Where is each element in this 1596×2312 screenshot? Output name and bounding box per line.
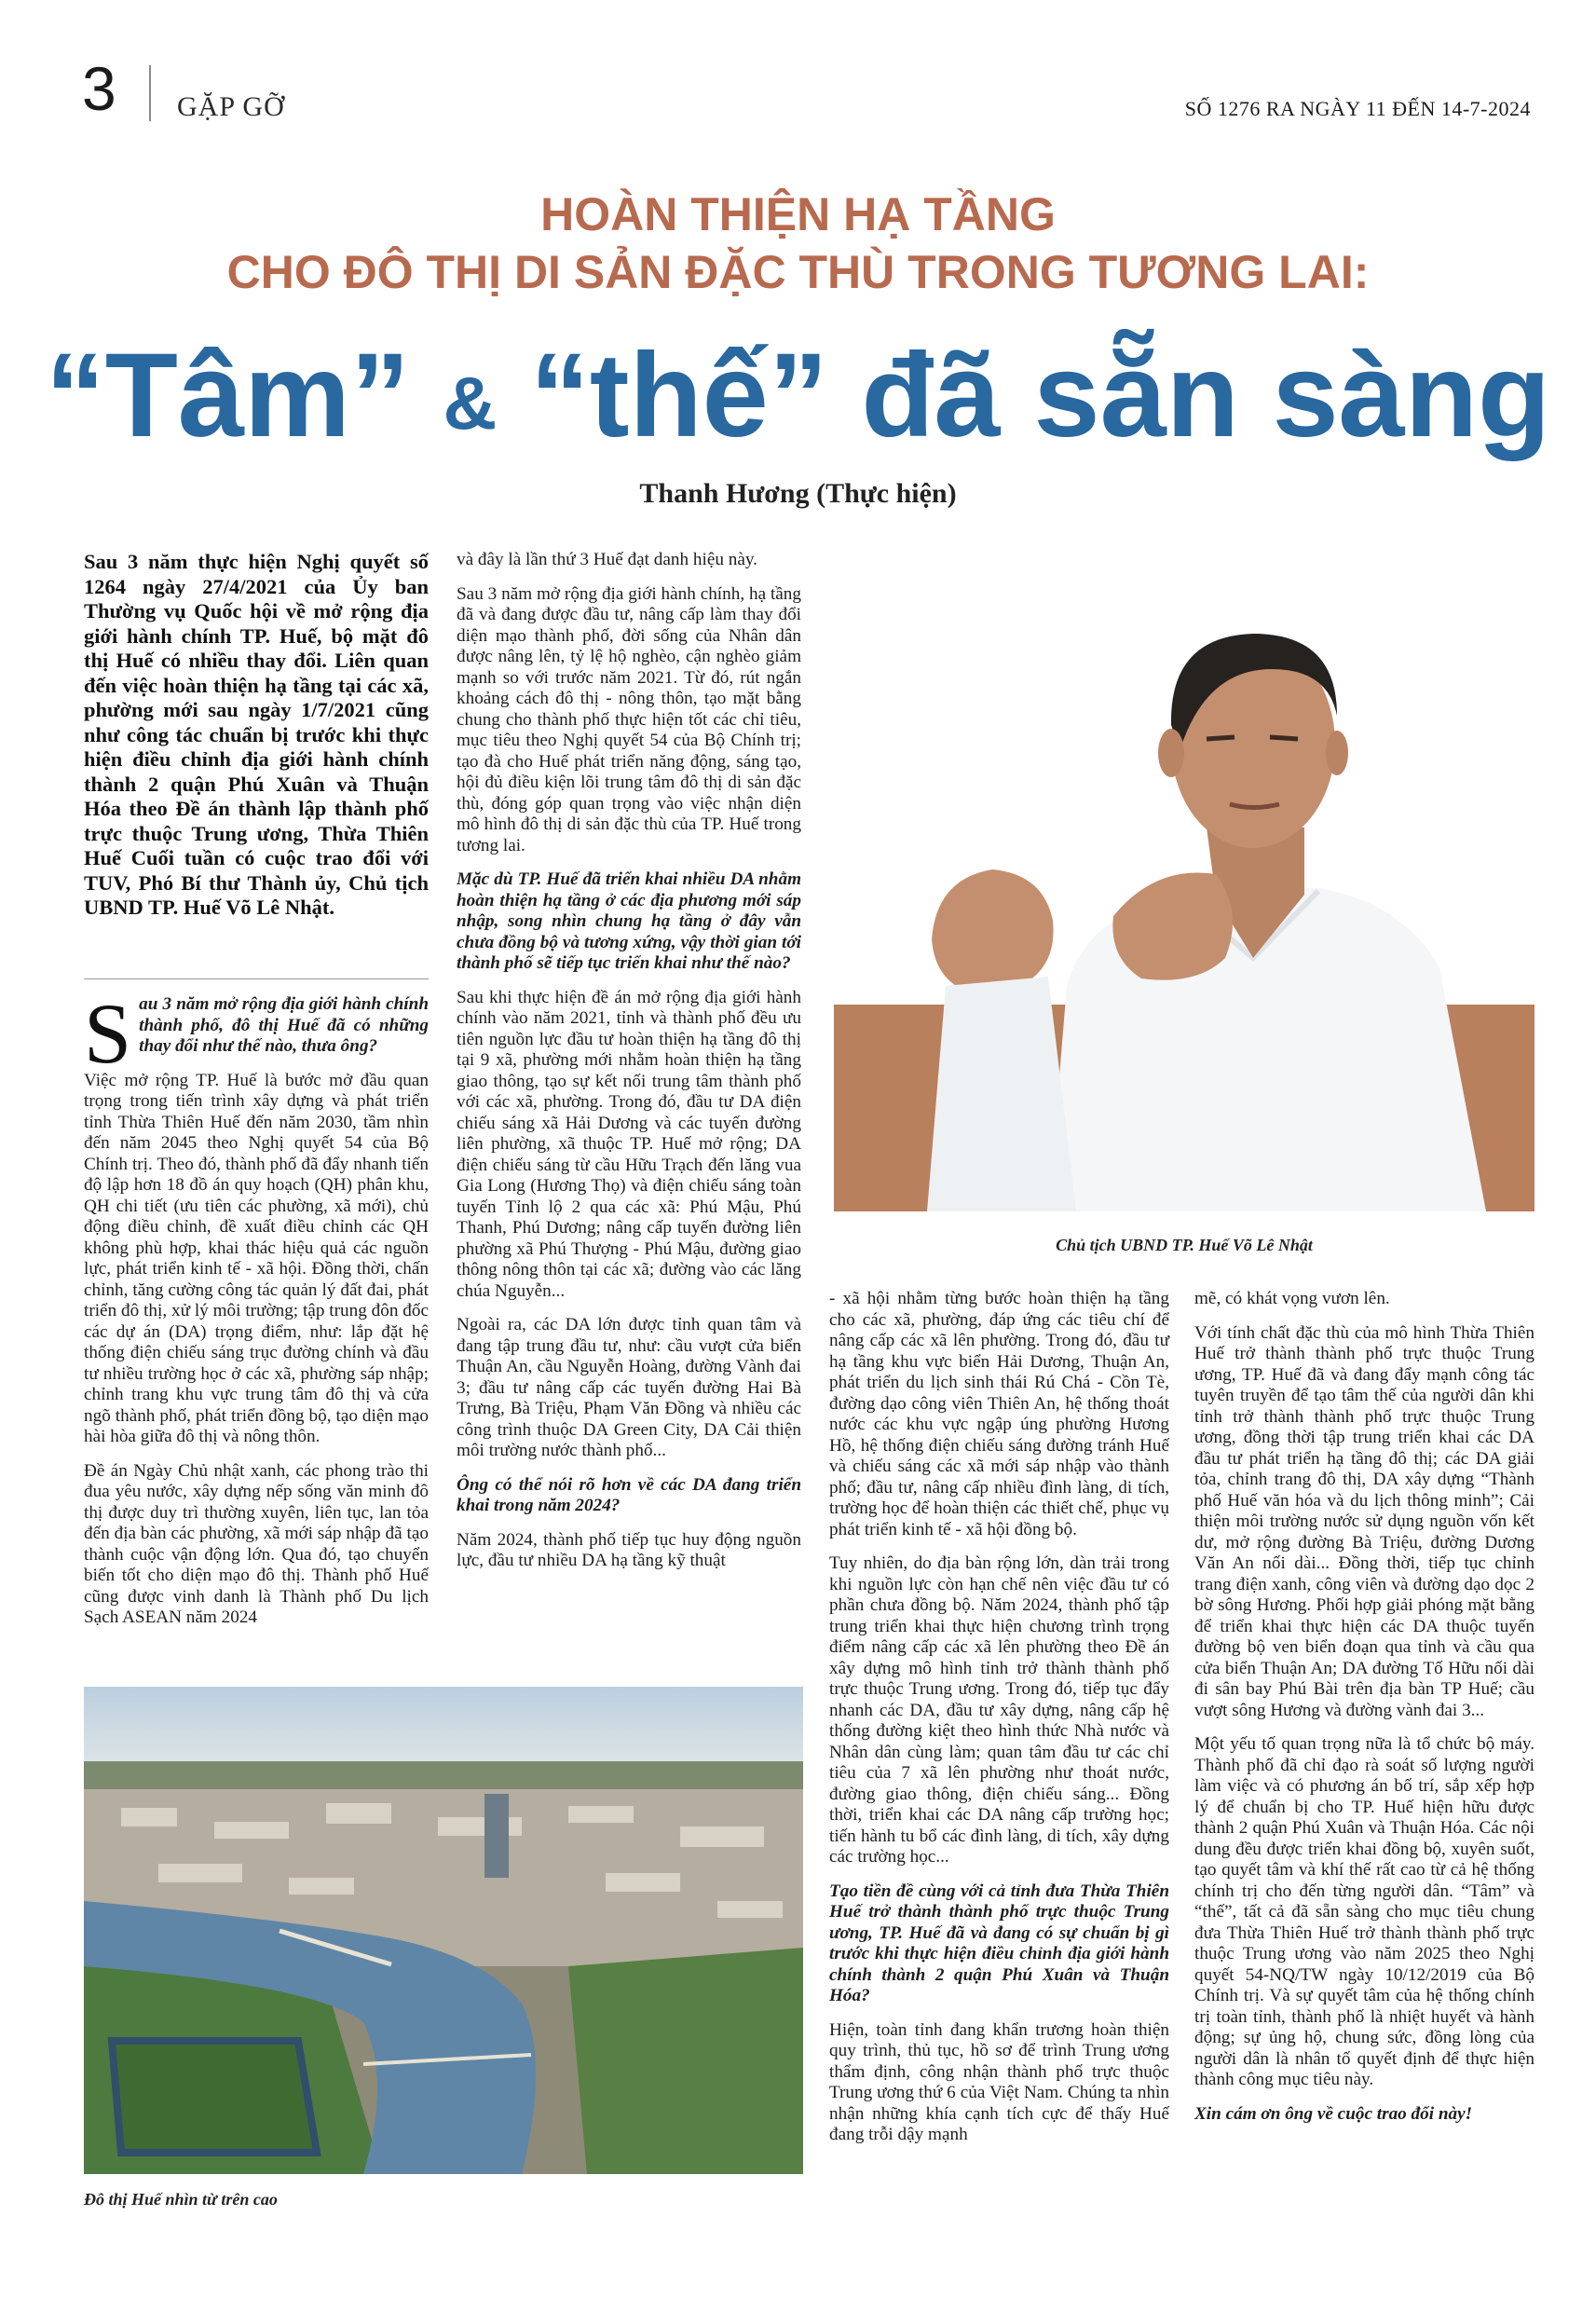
paragraph: mẽ, có khát vọng vươn lên. bbox=[1194, 1289, 1390, 1308]
portrait-illustration bbox=[834, 548, 1535, 1211]
paragraph: Tuy nhiên, do địa bàn rộng lớn, dàn trải trong khi nguồn lực còn hạn chế nên việc đầu tư có phần chưa đồng bộ. Năm 2024, thành phố tập trung triển khai thực hiện chương trình trọng điểm nâng cấp các xã lên phường theo Đề án xây dựng mô hình tỉnh trở thành thành phố trực thuộc Trung ương. Trong đó, tiếp tục đẩy nhanh các DA, đầu tư xây dựng, nâng cấp hệ thống đường kiệt theo hình thức Nhà nước và Nhân dân cùng làm; quan tâm đầu tư các chỉ tiêu của 7 xã lên phường như thoát nước, đường giao thông, điện chiếu sáng... Đồng thời, triển khai các DA nâng cấp trường học; tiến hành tu bổ các đình làng, di tích, xây dựng các trường học... bbox=[829, 1553, 1169, 1867]
kicker-line-2: CHO ĐÔ THỊ DI SẢN ĐẶC THÙ TRONG TƯƠNG LAI: bbox=[226, 246, 1370, 298]
question-2: Mặc dù TP. Huế đã triển khai nhiều DA nhằm hoàn thiện hạ tầng ở các địa phương mới sáp nhập, song nhìn chung hạ tầng ở đây vẫn chưa đồng bộ và tương xứng, vậy thời gian tới thành phố sẽ tiếp tục triển khai như thế nào? bbox=[457, 869, 801, 973]
paragraph: - xã hội nhằm từng bước hoàn thiện hạ tầng cho các xã, phường, đáp ứng các tiêu chí để nâng cấp các xã lên phường. Trong đó, đầu tư hạ tầng khu vực biển Hải Dương, Thuận An, phát triển du lịch sinh thái Rú Chá - Cồn Tè, đường dạo công viên Thiên An, hệ thống thoát nước các khu vực ngập úng phường Hương Hồ, hệ thống điện chiếu sáng đường tránh Huế và chiếu sáng các xã mới sáp nhập vào thành phố; đầu tư, nâng cấp nhiều đình làng, di tích, trường học để hoàn thiện các thiết chế, phục vụ phát triển kinh tế - xã hội đồng bộ. bbox=[829, 1289, 1169, 1539]
section-label: GẶP GỠ bbox=[177, 91, 285, 122]
header-divider bbox=[149, 65, 151, 121]
question-1-text: au 3 năm mở rộng địa giới hành chính thành phố, đô thị Huế đã có những thay đổi như thế nào, thưa ông? bbox=[139, 994, 429, 1056]
article-column-3 bbox=[829, 1289, 1169, 2159]
lead-divider bbox=[84, 978, 429, 979]
issue-info: SỐ 1276 RA NGÀY 11 ĐẾN 14-7-2024 bbox=[1184, 97, 1531, 120]
main-title-ampersand: & bbox=[443, 362, 498, 445]
paragraph: Đề án Ngày Chủ nhật xanh, các phong trào thi đua yêu nước, xây dựng nếp sống văn minh đô thị được duy trì thường xuyên, liên tục, lan tỏa đến địa bàn các phường, xã mới sáp nhập đã tạo thành cuộc vận động lớn. Qua đó, tạo chuyển biến tốt cho diện mạo đô thị. Thành phố Huế cũng được vinh danh là Thành phố Du lịch Sạch ASEAN năm 2024 bbox=[84, 1460, 429, 1627]
closing-remark: Xin cám ơn ông về cuộc trao đổi này! bbox=[1194, 2103, 1473, 2124]
paragraph: Việc mở rộng TP. Huế là bước mở đầu quan trọng trong tiến trình xây dựng và phát triển tỉnh Thừa Thiên Huế đến năm 2030, tầm nhìn đến năm 2045 theo Nghị quyết 54 của Bộ Chính trị. Theo đó, thành phố đã đẩy nhanh tiến độ lập hơn 18 đồ án quy hoạch (QH) phân khu, QH chi tiết (ưu tiên các phường, xã mới), chủ động điều chỉnh, đề xuất điều chỉnh các QH không phù hợp, khai thác hiệu quả các nguồn lực, phát triển kinh tế - xã hội. Đồng thời, chấn chỉnh, tăng cường công tác quản lý đất đai, phát triển đô thị, xử lý môi trường; tập trung đôn đốc các dự án (DA) trọng điểm, như: lắp đặt hệ thống điện chiếu sáng trục đường chính và đầu tư nhiều trường học ở các xã, phường sáp nhập; chỉnh trang khu vực trung tâm đô thị và cửa ngõ thành phố, phát triển đồng bộ, tạo diện mạo hài hòa giữa đô thị và nông thôn. bbox=[84, 1070, 429, 1446]
main-title bbox=[37, 326, 1559, 473]
lead-paragraph: Sau 3 năm thực hiện Nghị quyết số 1264 ngày 27/4/2021 của Ủy ban Thường vụ Quốc hội về mở rộng địa giới hành chính TP. Huế, bộ mặt đô thị Huế có nhiều thay đổi. Liên quan đến việc hoàn thiện hạ tầng tại các xã, phường mới sau ngày 1/7/2021 cũng như công tác chuẩn bị trước khi thực hiện điều chỉnh địa giới hành chính thành 2 quận Phú Xuân và Thuận Hóa theo Đề án thành lập thành phố trực thuộc Trung ương, Thừa Thiên Huế Cuối tuần có cuộc trao đổi với TUV, Phó Bí thư Thành ủy, Chủ tịch UBND TP. Huế Võ Lê Nhật. bbox=[84, 550, 429, 919]
article-column-1 bbox=[84, 986, 429, 1642]
paragraph: Sau khi thực hiện đề án mở rộng địa giới hành chính vào năm 2021, tỉnh và thành phố đều ưu tiên nguồn lực đầu tư hoàn thiện hạ tầng đô thị tại 9 xã, phường mới nhằm hoàn thiện hạ tầng giao thông, tạo sự kết nối trung tâm thành phố với các xã, phường. Trong đó, đầu tư DA điện chiếu sáng xã Hải Dương và các tuyến đường liên phường, xã thuộc TP. Huế mở rộng; DA điện chiếu sáng từ cầu Hữu Trạch đến lăng vua Gia Long (Hương Thọ) và điện chiếu sáng toàn tuyến Tỉnh lộ 2 qua các xã: Phú Mậu, Phú Thanh, Phú Dương; nâng cấp tuyến đường liên phường xã Phú Thượng - Phú Mậu, đường giao thông nông thôn tại các xã; đường vào các lăng chúa Nguyễn... bbox=[457, 987, 801, 1301]
paragraph: Sau 3 năm mở rộng địa giới hành chính, hạ tầng đã và đang được đầu tư, nâng cấp làm thay đổi diện mạo thành phố, đời sống của Nhân dân được nâng lên, tỷ lệ hộ nghèo, cận nghèo giảm mạnh so với trước năm 2021. Từ đó, rút ngắn khoảng cách đô thị - nông thôn, tạo mặt bằng chung cho thành phố thực hiện tốt các chỉ tiêu, mục tiêu theo Nghị quyết 54 của Bộ Chính trị; tạo đà cho Huế phát triển năng động, sáng tạo, hội đủ điều kiện lõi trung tâm đô thị di sản đặc thù, đóng góp quan trọng vào việc nhận diện mô hình đô thị di sản đặc thù của TP. Huế trong tương lai. bbox=[457, 583, 801, 855]
article-column-2 bbox=[457, 550, 801, 1585]
drop-cap: S bbox=[84, 986, 132, 1081]
byline: Thanh Hương (Thực hiện) bbox=[639, 478, 957, 509]
question-3: Ông có thể nói rõ hơn về các DA đang triển khai trong năm 2024? bbox=[457, 1474, 801, 1515]
kicker-line-1: HOÀN THIỆN HẠ TẦNG bbox=[540, 188, 1056, 240]
page-number: 3 bbox=[82, 54, 116, 123]
paragraph: Với tính chất đặc thù của mô hình Thừa Thiên Huế trở thành thành phố trực thuộc Trung ương, TP. Huế đã và đang đẩy mạnh công tác tuyên truyền để tạo tâm thế của người dân khi tỉnh trở thành thành phố trực thuộc Trung ương, đồng thời tập trung triển khai các DA đầu tư phát triển hạ tầng đô thị; các DA giải tỏa, chỉnh trang đô thị, DA xây dựng “Thành phố Huế văn hóa và du lịch thông minh”; Cải thiện môi trường nước sử dụng nguồn vốn kết dư, mở rộng đường Bà Triệu, đường Dương Văn An nối dài... Đồng thời, tiếp tục chỉnh trang điện xanh, công viên và đường dạo dọc 2 bờ sông Hương. Phối hợp giải phóng mặt bằng để triển khai thực hiện các DA thuộc tuyến đường bộ ven biển đoạn qua tỉnh và cầu qua cửa biển Thuận An; DA đường Tố Hữu nối dài đi sân bay Phú Bài trên địa bàn TP Huế; cầu vượt sông Hương và đường vành đai 3... bbox=[1194, 1322, 1535, 1720]
aerial-caption: Đô thị Huế nhìn từ trên cao bbox=[84, 2190, 278, 2209]
main-title-part-1: “Tâm” bbox=[45, 329, 410, 462]
question-4: Tạo tiền đề cùng với cả tỉnh đưa Thừa Thiên Huế trở thành thành phố trực thuộc Trung ương, TP. Huế đã và đang có sự chuẩn bị gì trước khi thực hiện điều chỉnh địa giới hành chính thành 2 quận Phú Xuân và Thuận Hóa? bbox=[829, 1881, 1169, 2005]
aerial-city-photo bbox=[84, 1687, 803, 2174]
paragraph: và đây là lần thứ 3 Huế đạt danh hiệu này. bbox=[457, 550, 757, 569]
paragraph: Ngoài ra, các DA lớn được tỉnh quan tâm và đang tập trung đầu tư, như: cầu vượt cửa biển Thuận An, cầu Nguyễn Hoàng, đường Vành đai 3; đầu tư nâng cấp các tuyến đường Hai Bà Trưng, Bà Triệu, Phạm Văn Đồng và nhiều các công trình thuộc DA Green City, DA Cải thiện môi trường nước thành phố... bbox=[457, 1315, 801, 1460]
aerial-illustration bbox=[84, 1687, 803, 2174]
paragraph: Năm 2024, thành phố tiếp tục huy động nguồn lực, đầu tư nhiều DA hạ tầng kỹ thuật bbox=[457, 1529, 801, 1570]
portrait-caption: Chủ tịch UBND TP. Huế Võ Lê Nhật bbox=[1056, 1236, 1313, 1254]
paragraph: Hiện, toàn tỉnh đang khẩn trương hoàn thiện quy trình, thủ tục, hồ sơ để trình Trung ương thẩm định, công nhận thành phố trực thuộc Trung ương thứ 6 của Việt Nam. Chúng ta nhìn nhận những khía cạnh tích cực để thấy Huế đang trỗi dậy mạnh bbox=[829, 2019, 1169, 2144]
paragraph: Một yếu tố quan trọng nữa là tổ chức bộ máy. Thành phố đã chỉ đạo rà soát số lượng người làm việc và có phương án bố trí, sắp xếp hợp lý để chuẩn bị cho TP. Huế hiện hữu được thành 2 quận Phú Xuân và Thuận Hóa. Các nội dung đều được triển khai đồng bộ, xuyên suốt, tạo quyết tâm và khí thế rất cao từ cả hệ thống chính trị cho đến từng người dân. “Tâm” và “thế”, tất cả đã sẵn sàng cho mục tiêu chung đưa Thừa Thiên Huế trở thành thành phố trực thuộc Trung ương vào năm 2025 theo Nghị quyết 54-NQ/TW ngày 10/12/2019 của Bộ Chính trị. Và sự quyết tâm của hệ thống chính trị toàn tỉnh, thành phố là nhiệt huyết và hành động; sự ủng hộ, chung sức, đồng lòng của người dân là nhân tố quyết định để thực hiện thành công mục tiêu này. bbox=[1194, 1734, 1535, 2089]
portrait-photo bbox=[834, 548, 1535, 1211]
article-column-4 bbox=[1194, 1289, 1535, 2138]
main-title-part-2: “thế” đã sẵn sàng bbox=[529, 329, 1551, 462]
question-1 bbox=[84, 986, 429, 1081]
